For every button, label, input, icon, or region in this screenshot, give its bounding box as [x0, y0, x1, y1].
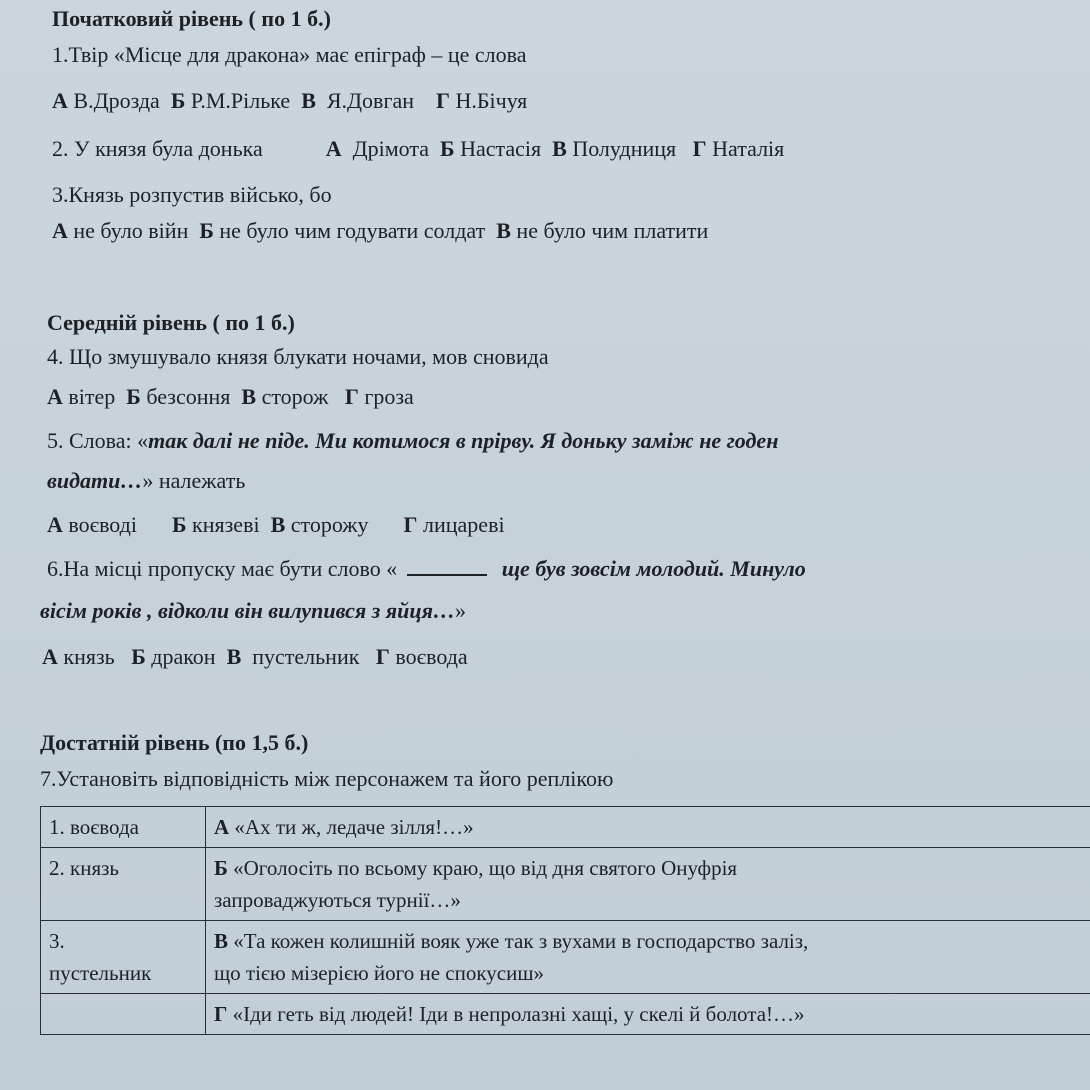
option-text: Р.М.Рільке: [190, 88, 291, 113]
option-letter: Г: [344, 384, 359, 409]
option-text: вітер: [68, 384, 116, 409]
option-text: Наталія: [712, 136, 785, 161]
option-letter: В: [241, 384, 257, 409]
character-cell: [41, 994, 206, 1035]
option-letter: В: [496, 218, 511, 243]
quote-text-cont: що тією мізерією його не спокусиш»: [214, 961, 544, 985]
character-cell: 2. князь: [41, 848, 206, 921]
question-5-line1: [47, 428, 778, 454]
question-3-options: [52, 218, 708, 244]
option-text: Настасія: [460, 136, 542, 161]
option-text: Н.Бічуя: [455, 88, 528, 113]
table-row: [41, 994, 1090, 1035]
quote-text: «Ах ти ж, ледаче зілля!…»: [234, 815, 474, 839]
answer-blank: [407, 556, 487, 576]
quote-letter: Г: [214, 1002, 228, 1026]
option-letter: А: [52, 88, 68, 113]
question-6-quote-end: вісім років , відколи він вилупився з яйця…: [40, 598, 455, 623]
question-7-text: 7.Установіть відповідність між персонажем та його реплікою: [40, 766, 614, 791]
option-letter: В: [270, 512, 286, 537]
option-letter: Б: [171, 512, 187, 537]
option-letter: Б: [131, 644, 146, 669]
option-text: лицареві: [423, 512, 505, 537]
quote-cell: [206, 848, 1090, 921]
question-5-suffix: » належать: [142, 468, 246, 493]
question-6-line1: [47, 556, 806, 582]
option-letter: Б: [126, 384, 141, 409]
option-letter: Г: [403, 512, 418, 537]
table-row: [41, 921, 1090, 994]
option-letter: Б: [440, 136, 455, 161]
option-text: дракон: [151, 644, 216, 669]
quote-cell: [206, 994, 1090, 1035]
matching-table: [40, 806, 1090, 1035]
character-cell: [41, 921, 206, 994]
option-letter: Б: [199, 218, 214, 243]
option-letter: А: [42, 644, 58, 669]
option-text: князь: [63, 644, 115, 669]
option-text: пустельник: [252, 644, 360, 669]
option-text: Полудниця: [572, 136, 677, 161]
option-text: воєвода: [395, 644, 468, 669]
question-5-quote: так далі не піде. Ми котимося в прірву. Я доньку заміж не годен: [148, 428, 779, 453]
option-text: Дрімота: [352, 136, 430, 161]
character-number: 3.: [49, 929, 65, 953]
option-letter: Г: [375, 644, 390, 669]
option-letter: Г: [436, 88, 451, 113]
question-1-text: 1.Твір «Місце для дракона» має епіграф – це слова: [52, 42, 527, 67]
option-letter: В: [301, 88, 316, 113]
quote-text: «Та кожен колишній вояк уже так з вухами в господарство заліз,: [233, 929, 809, 953]
option-text: сторож: [261, 384, 329, 409]
question-4-text: 4. Що змушувало князя блукати ночами, мов сновида: [47, 344, 549, 369]
option-letter: А: [52, 218, 68, 243]
character-cell: 1. воєвода: [41, 807, 206, 848]
question-5-quote-end: видати…: [47, 468, 143, 493]
quote-letter: А: [214, 815, 230, 839]
option-letter: В: [226, 644, 242, 669]
quote-letter: Б: [214, 856, 228, 880]
quote-text: «Оголосіть по всьому краю, що від дня святого Онуфрія: [233, 856, 738, 880]
question-6-options: [42, 644, 468, 670]
question-5-line2: [47, 468, 245, 494]
option-text: гроза: [364, 384, 414, 409]
question-5-prefix: 5. Слова: «: [47, 428, 149, 453]
character-name: пустельник: [49, 961, 152, 985]
question-5-options: [47, 512, 505, 538]
quote-cell: [206, 921, 1090, 994]
option-text: Я.Довган: [326, 88, 415, 113]
section-title-basic: Початковий рівень ( по 1 б.): [52, 6, 331, 31]
section-title-middle: Середній рівень ( по 1 б.): [47, 310, 295, 335]
question-6-suffix: »: [454, 598, 466, 623]
option-letter: Г: [692, 136, 707, 161]
quote-cell: [206, 807, 1090, 848]
option-text: воєводі: [68, 512, 137, 537]
quote-text-cont: запроваджуються турнії…»: [214, 888, 461, 912]
option-text: сторожу: [290, 512, 369, 537]
table-row: [41, 807, 1090, 848]
question-6-line2: [40, 598, 466, 624]
option-text: князеві: [192, 512, 260, 537]
option-text: не було чим годувати солдат: [219, 218, 486, 243]
option-text: В.Дрозда: [73, 88, 160, 113]
quote-text: «Іди геть від людей! Іди в непролазні хащі, у скелі й болота!…»: [232, 1002, 805, 1026]
option-letter: Б: [170, 88, 186, 113]
section-title-sufficient: Достатній рівень (по 1,5 б.): [40, 730, 309, 755]
question-1-options: [52, 88, 527, 114]
option-text: безсоння: [146, 384, 231, 409]
question-2-row: [52, 136, 784, 162]
option-letter: А: [325, 136, 342, 161]
question-2-text: 2. У князя була донька: [52, 136, 263, 161]
question-4-options: [47, 384, 414, 410]
quote-letter: В: [214, 929, 229, 953]
option-text: не було чим платити: [516, 218, 709, 243]
option-text: не було війн: [73, 218, 189, 243]
option-letter: А: [47, 512, 63, 537]
option-letter: А: [47, 384, 63, 409]
question-6-prefix: 6.На місці пропуску має бути слово «: [47, 556, 403, 581]
question-3-text: 3.Князь розпустив військо, бо: [52, 182, 332, 207]
table-row: [41, 848, 1090, 921]
option-letter: В: [552, 136, 567, 161]
question-6-quote: ще був зовсім молодий. Минуло: [501, 556, 806, 581]
